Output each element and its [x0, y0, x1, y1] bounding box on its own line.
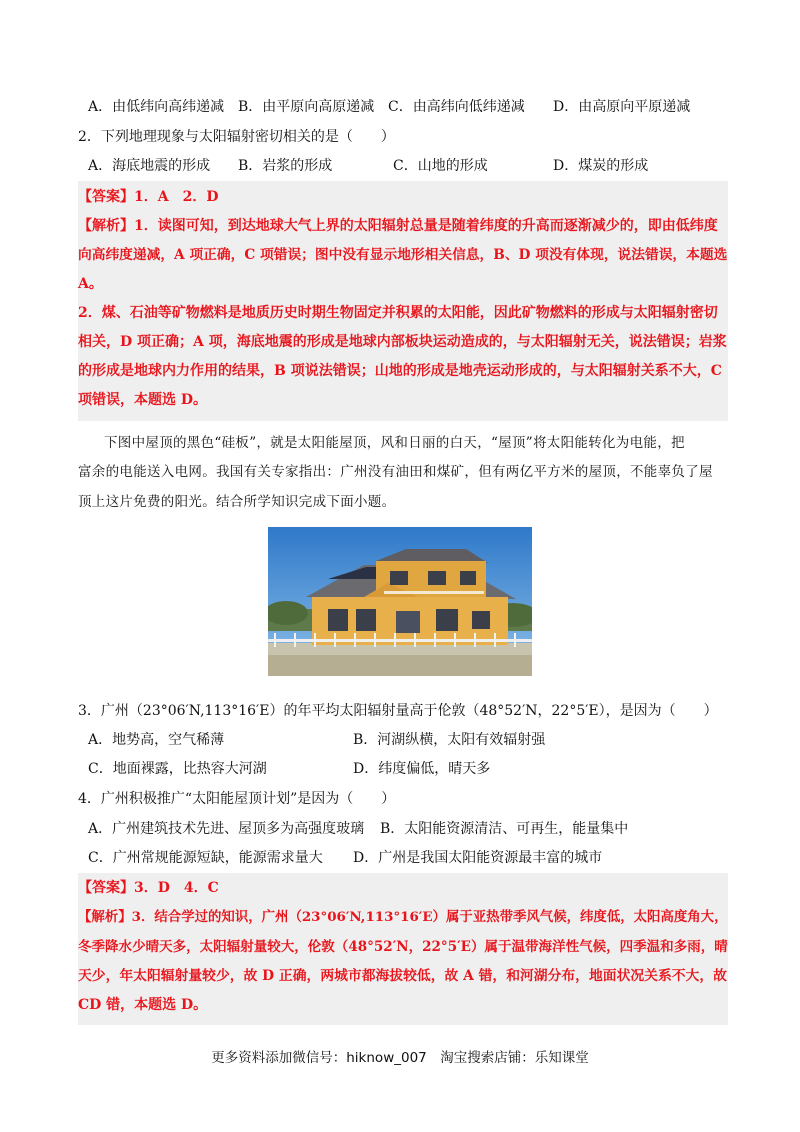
analysis-tag: 【解析】	[78, 218, 134, 234]
q4-option-d: D．广州是我国太阳能资源最丰富的城市	[353, 850, 603, 866]
analysis-line-4: 2．煤、石油等矿物燃料是地质历史时期生物固定并积累的太阳能，因此矿物燃料的形成与太阳辐射密切	[78, 305, 718, 321]
q3-option-b: B．河湖纵横，太阳有效辐射强	[353, 732, 546, 748]
q4-option-a: A．广州建筑技术先进、屋顶多为高强度玻璃	[88, 821, 365, 837]
intro-line-2: 富余的电能送入电网。我国有关专家指出：广州没有油田和煤矿，但有两亿平方米的屋顶，不能辜负了屋	[78, 464, 713, 480]
analysis-line-2: 冬季降水少晴天多，太阳辐射量较大，伦敦（48°52′N，22°5′E）属于温带海洋性气候，四季温和多雨，晴	[78, 939, 728, 955]
q2-option-b: B．岩浆的形成	[238, 158, 333, 174]
answer-text: 3．D 4．C	[134, 880, 219, 896]
q4-option-b: B．太阳能资源清洁、可再生，能量集中	[380, 821, 629, 837]
q1-option-d: D．由高原向平原递减	[553, 99, 691, 115]
intro-line-1: 下图中屋顶的黑色“硅板”，就是太阳能屋顶，风和日丽的白天，“屋顶”将太阳能转化为电能，把	[104, 435, 685, 451]
q3-stem: 3．广州（23°06′N,113°16′E）的年平均太阳辐射量高于伦敦（48°52′N，22°5′E），是因为（ ）	[78, 703, 718, 719]
analysis-tag: 【解析】	[78, 909, 132, 925]
solar-roof-house-photo	[268, 527, 532, 676]
analysis-line-3: 天少，年太阳辐射量较少，故 D 正确，两城市都海拔较低，故 A 错，和河湖分布，地面状况关系不大，故	[78, 968, 727, 984]
analysis-line-7: 项错误，本题选 D。	[78, 392, 208, 408]
analysis-line-1: 【解析】1．读图可知，到达地球大气上界的太阳辐射总量是随着纬度的升高而逐渐减少的，即由低纬度	[78, 218, 718, 234]
q2-stem: 2．下列地理现象与太阳辐射密切相关的是（ ）	[78, 129, 395, 145]
q3-option-c: C．地面裸露，比热容大河湖	[88, 761, 267, 777]
q2-option-c: C．山地的形成	[393, 158, 488, 174]
answer-block-2	[78, 873, 728, 1025]
q1-option-a: A．由低纬向高纬递减	[88, 99, 225, 115]
page-footer: 更多资料添加微信号：hiknow_007 淘宝搜索店铺：乐知课堂	[211, 1050, 589, 1066]
analysis-line-2: 向高纬度递减，A 项正确，C 项错误；图中没有显示地形相关信息，B、D 项没有体现，说法错误，本题选	[78, 247, 728, 263]
q2-option-d: D．煤炭的形成	[553, 158, 649, 174]
q3-option-a: A．地势高，空气稀薄	[88, 732, 225, 748]
answer-line	[78, 186, 219, 208]
answer-tag: 【答案】	[78, 880, 134, 896]
answer-tag: 【答案】	[78, 189, 134, 205]
intro-line-3: 顶上这片免费的阳光。结合所学知识完成下面小题。	[78, 494, 396, 510]
answer-block-1	[78, 181, 728, 421]
analysis-line-6: 的形成是地球内力作用的结果，B 项说法错误；山地的形成是地壳运动形成的，与太阳辐射关系不大，C	[78, 363, 722, 379]
analysis-line-3: A。	[78, 276, 103, 292]
q4-stem: 4．广州积极推广“太阳能屋顶计划”是因为（ ）	[78, 791, 396, 807]
analysis-line-4: CD 错，本题选 D。	[78, 997, 208, 1013]
q2-option-a: A．海底地震的形成	[88, 158, 211, 174]
answer-line	[78, 877, 219, 899]
q4-option-c: C．广州常规能源短缺，能源需求量大	[88, 850, 323, 866]
analysis-line-5: 相关，D 项正确；A 项，海底地震的形成是地球内部板块运动造成的，与太阳辐射无关，说法错误；岩浆	[78, 334, 727, 350]
analysis-line-1: 【解析】3．结合学过的知识，广州（23°06′N,113°16′E）属于亚热带季风气候，纬度低，太阳高度角大，	[78, 909, 728, 925]
q1-option-c: C．由高纬向低纬递减	[388, 99, 525, 115]
q3-option-d: D．纬度偏低，晴天多	[353, 761, 491, 777]
answer-text: 1．A 2．D	[134, 189, 219, 205]
q1-option-b: B．由平原向高原递减	[238, 99, 375, 115]
